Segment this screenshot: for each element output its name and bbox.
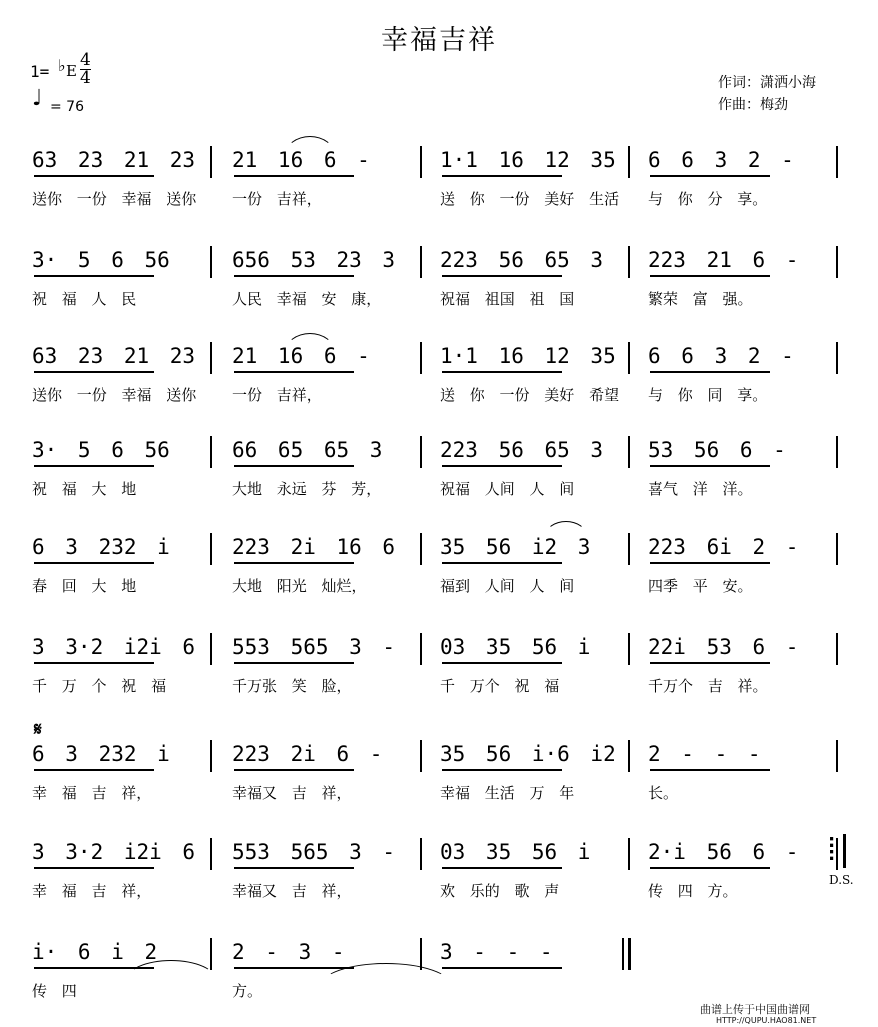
measure-lyrics: 人民 幸福 安 康， <box>232 290 382 308</box>
bar-line <box>628 246 630 278</box>
measure-notes: 223 2i 6 - <box>232 742 383 766</box>
measure-lyrics: 与 你 分 享。 <box>648 190 768 208</box>
beam-line <box>34 769 154 771</box>
measure-lyrics: 传 四 方。 <box>648 882 738 900</box>
beam-line <box>234 769 354 771</box>
measure-notes: 6 6 3 2 - <box>648 344 794 368</box>
measure-lyrics: 与 你 同 享。 <box>648 386 768 404</box>
measure-notes: 1·1 16 12 35 <box>440 344 616 368</box>
beam-line <box>442 662 562 664</box>
measure-notes: 35 56 i2 3 <box>440 535 591 559</box>
bar-line <box>628 436 630 468</box>
beam-line <box>650 562 770 564</box>
measure-notes: 223 2i 16 6 <box>232 535 396 559</box>
bar-line <box>836 146 838 178</box>
song-title: 幸福吉祥 <box>381 25 497 56</box>
measure-notes: 6 6 3 2 - <box>648 148 794 172</box>
measure-lyrics: 一份 吉祥， <box>232 386 322 404</box>
measure-notes: 21 16 6 - <box>232 148 370 172</box>
measure-lyrics: 送你 一份 幸福 送你 <box>32 386 197 404</box>
measure-lyrics: 千万个 吉 祥。 <box>648 677 768 695</box>
da-segno-mark: D.S. <box>829 873 854 887</box>
final-bar-line <box>622 938 624 970</box>
watermark-url: HTTP://QUPU.HAO81.NET <box>716 1016 817 1025</box>
repeat-dots: : : <box>828 831 836 865</box>
bar-line <box>420 146 422 178</box>
beam-line <box>650 867 770 869</box>
measure-lyrics: 幸福又 吉 祥， <box>232 882 352 900</box>
measure-lyrics: 大地 阳光 灿烂， <box>232 577 367 595</box>
beam-line <box>650 769 770 771</box>
tempo-value: = 76 <box>50 99 84 115</box>
beam-line <box>34 662 154 664</box>
bar-line <box>628 740 630 772</box>
bar-line <box>210 436 212 468</box>
measure-notes: 223 6i 2 - <box>648 535 799 559</box>
beam-line <box>650 662 770 664</box>
bar-line <box>420 838 422 870</box>
measure-notes: 2 - 3 - <box>232 940 345 964</box>
bar-line <box>836 533 838 565</box>
measure-lyrics: 福到 人间 人 间 <box>440 577 575 595</box>
measure-notes: 223 21 6 - <box>648 248 799 272</box>
measure-notes: 03 35 56 i <box>440 840 591 864</box>
measure-lyrics: 送 你 一份 美好 希望 <box>440 386 620 404</box>
beam-line <box>234 275 354 277</box>
measure-lyrics: 欢 乐的 歌 声 <box>440 882 560 900</box>
bar-line <box>210 342 212 374</box>
measure-lyrics: 繁荣 富 强。 <box>648 290 753 308</box>
beam-line <box>234 967 354 969</box>
measure-notes: 21 16 6 - <box>232 344 370 368</box>
measure-lyrics: 方。 <box>232 982 263 1000</box>
credit-value: 梅劲 <box>760 97 788 113</box>
credit-label: 作曲： <box>718 97 760 113</box>
measure-lyrics: 四季 平 安。 <box>648 577 753 595</box>
slur <box>285 333 335 352</box>
bar-line <box>628 533 630 565</box>
measure-notes: 553 565 3 - <box>232 840 396 864</box>
measure-notes: 35 56 i·6 i2 <box>440 742 616 766</box>
key-note: E <box>66 62 77 80</box>
beam-line <box>442 769 562 771</box>
bar-line <box>210 146 212 178</box>
slur <box>285 136 335 155</box>
bar-line <box>628 938 631 970</box>
beam-line <box>650 465 770 467</box>
bar-line <box>836 838 838 870</box>
measure-notes: 22i 53 6 - <box>648 635 799 659</box>
slur <box>545 521 587 536</box>
measure-lyrics: 一份 吉祥， <box>232 190 322 208</box>
bar-line <box>210 246 212 278</box>
bar-line <box>210 740 212 772</box>
credit-value: 潇洒小海 <box>760 75 816 91</box>
bar-line <box>210 938 212 970</box>
measure-notes: 3 3·2 i2i 6 <box>32 635 196 659</box>
beam-line <box>442 275 562 277</box>
measure-lyrics: 千 万个 祝 福 <box>440 677 560 695</box>
measure-notes: 6 3 232 i <box>32 535 170 559</box>
beam-line <box>34 867 154 869</box>
measure-notes: 3· 5 6 56 <box>32 248 170 272</box>
measure-notes: 66 65 65 3 <box>232 438 383 462</box>
measure-lyrics: 送 你 一份 美好 生活 <box>440 190 620 208</box>
measure-notes: 63 23 21 23 <box>32 148 196 172</box>
measure-lyrics: 长。 <box>648 784 679 802</box>
measure-lyrics: 祝 福 人 民 <box>32 290 137 308</box>
beam-line <box>234 371 354 373</box>
measure-notes: 553 565 3 - <box>232 635 396 659</box>
measure-notes: 223 56 65 3 <box>440 438 604 462</box>
bar-line <box>628 342 630 374</box>
quarter-note-icon: ♩ <box>32 86 43 111</box>
bar-line <box>210 838 212 870</box>
flat-sign: ♭ <box>58 56 66 75</box>
time-signature-top: 4 <box>80 50 91 70</box>
bar-line <box>210 633 212 665</box>
measure-notes: 53 56 6 - <box>648 438 786 462</box>
beam-line <box>34 175 154 177</box>
time-signature <box>80 52 91 86</box>
bar-line <box>420 740 422 772</box>
measure-lyrics: 送你 一份 幸福 送你 <box>32 190 197 208</box>
measure-notes: 2 - - - <box>648 742 761 766</box>
measure-notes: 223 56 65 3 <box>440 248 604 272</box>
key-prefix: 1= <box>30 62 50 81</box>
measure-lyrics: 幸 福 吉 祥， <box>32 882 152 900</box>
beam-line <box>34 275 154 277</box>
measure-lyrics: 大地 永远 芬 芳， <box>232 480 382 498</box>
beam-line <box>442 867 562 869</box>
credit-lyricist <box>718 72 816 92</box>
bar-line <box>420 633 422 665</box>
bar-line <box>420 246 422 278</box>
measure-lyrics: 千万张 笑 脸， <box>232 677 352 695</box>
bar-line <box>420 342 422 374</box>
beam-line <box>34 562 154 564</box>
measure-notes: 6 3 232 i <box>32 742 170 766</box>
beam-line <box>442 967 562 969</box>
bar-line <box>628 633 630 665</box>
measure-notes: 2·i 56 6 - <box>648 840 799 864</box>
measure-lyrics: 祝福 祖国 祖 国 <box>440 290 575 308</box>
bar-line <box>836 246 838 278</box>
bar-line <box>836 740 838 772</box>
beam-line <box>442 465 562 467</box>
watermark-text: 曲谱上传于中国曲谱网 <box>700 1003 810 1016</box>
bar-line <box>420 938 422 970</box>
measure-lyrics: 幸福 生活 万 年 <box>440 784 575 802</box>
beam-line <box>34 465 154 467</box>
measure-notes: 1·1 16 12 35 <box>440 148 616 172</box>
measure-lyrics: 春 回 大 地 <box>32 577 137 595</box>
beam-line <box>234 465 354 467</box>
credit-label: 作词： <box>718 75 760 91</box>
beam-line <box>234 867 354 869</box>
bar-line <box>420 436 422 468</box>
bar-line <box>628 146 630 178</box>
beam-line <box>234 662 354 664</box>
measure-notes: 3 - - - <box>440 940 553 964</box>
measure-lyrics: 幸福又 吉 祥， <box>232 784 352 802</box>
beam-line <box>650 371 770 373</box>
measure-notes: 656 53 23 3 <box>232 248 396 272</box>
measure-lyrics: 祝福 人间 人 间 <box>440 480 575 498</box>
beam-line <box>650 275 770 277</box>
measure-notes: 63 23 21 23 <box>32 344 196 368</box>
segno-icon: 𝄋 <box>34 719 42 740</box>
measure-lyrics: 千 万 个 祝 福 <box>32 677 167 695</box>
bar-line <box>836 342 838 374</box>
beam-line <box>442 175 562 177</box>
measure-lyrics: 幸 福 吉 祥， <box>32 784 152 802</box>
bar-line <box>836 436 838 468</box>
measure-lyrics: 传 四 <box>32 982 77 1000</box>
measure-lyrics: 祝 福 大 地 <box>32 480 137 498</box>
bar-line <box>420 533 422 565</box>
beam-line <box>442 371 562 373</box>
credit-composer <box>718 94 788 114</box>
measure-notes: 3· 5 6 56 <box>32 438 170 462</box>
beam-line <box>650 175 770 177</box>
beam-line <box>442 562 562 564</box>
bar-line <box>836 633 838 665</box>
repeat-end-bar <box>843 834 846 868</box>
measure-notes: 3 3·2 i2i 6 <box>32 840 196 864</box>
beam-line <box>234 562 354 564</box>
measure-lyrics: 喜气 洋 洋。 <box>648 480 753 498</box>
measure-notes: i· 6 i 2 <box>32 940 158 964</box>
time-signature-bottom: 4 <box>80 68 91 88</box>
measure-notes: 03 35 56 i <box>440 635 591 659</box>
beam-line <box>34 371 154 373</box>
bar-line <box>628 838 630 870</box>
bar-line <box>210 533 212 565</box>
beam-line <box>234 175 354 177</box>
